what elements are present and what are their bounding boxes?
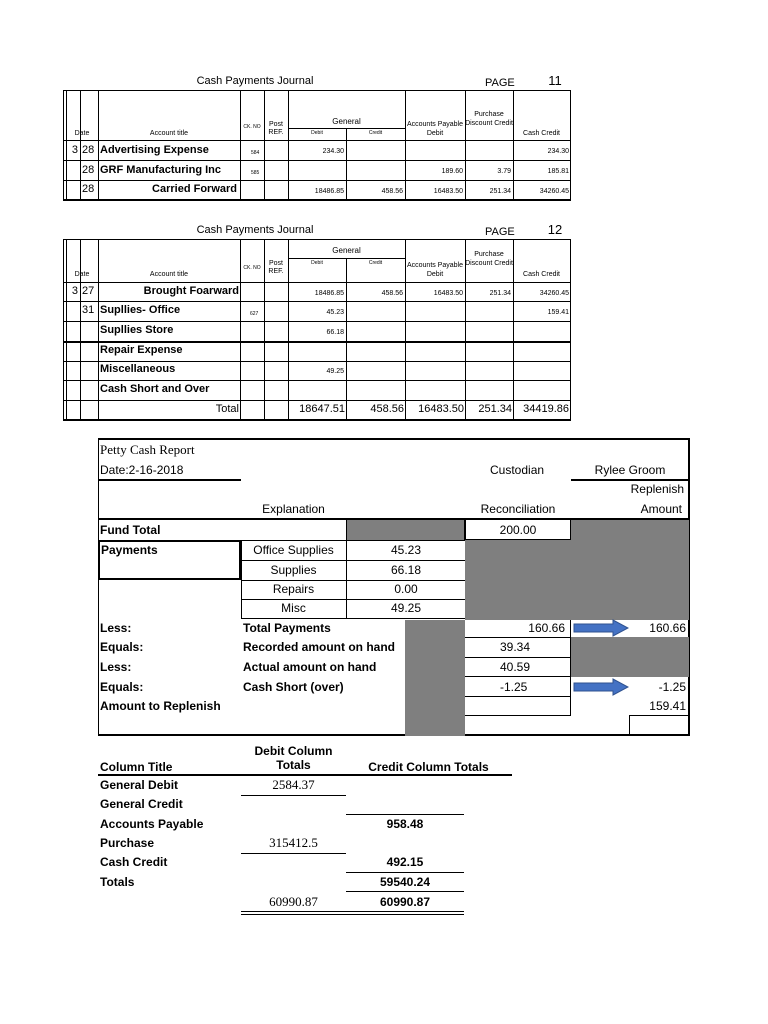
arrow-right-icon [573,619,629,637]
row-ck: 585 [251,170,260,176]
totals-debit: 60990.87 [269,894,318,909]
row-cash: 234.30 [547,148,569,155]
journal-1-header-cash: Cash Credit [523,130,560,137]
row-account: Supllies Store [100,324,174,336]
journal-2-header-general: General [332,246,361,255]
line-replenish: -1.25 [658,680,686,694]
journal-2-header-ck: CK. NO [243,265,261,271]
custodian-label: Custodian [490,463,545,477]
row-day: 28 [82,144,95,156]
journal-2-header-date: Date [74,271,90,278]
row-account: Advertising Expense [100,144,209,156]
arrow-right-icon [573,678,629,696]
journal-1-header-pd: Purchase Discount Credit [465,111,513,127]
total-credit: 458.56 [370,403,404,415]
journal-1-page-label: PAGE [485,77,515,89]
journal-1-header-date: Date [74,130,90,137]
journal-2-header-post: Post REF. [268,260,284,275]
payments-label: Payments [101,543,158,557]
totals-credit: 60990.87 [379,895,431,909]
totals-label: Cash Credit [100,855,168,869]
journal-1-header-post: Post REF. [268,121,284,136]
line-prefix: Equals: [100,680,144,694]
row-cash: 34260.45 [539,188,569,195]
row-ap: 16483.50 [433,290,463,297]
row-ck: 584 [251,150,260,156]
row-pd: 3.79 [497,168,511,175]
line-prefix: Less: [100,660,132,674]
fund-total-label: Fund Total [100,523,161,537]
row-cash: 159.41 [547,309,569,316]
journal-2-header-account: Account title [149,271,189,278]
total-debit: 18647.51 [299,403,345,415]
line-desc: Total Payments [243,621,331,635]
total-ap: 16483.50 [418,403,464,415]
row-day: 28 [82,164,95,176]
petty-date: Date:2-16-2018 [100,463,184,477]
row-account: Brought Foarward [143,285,239,297]
total-label: Total [215,403,239,415]
row-day: 28 [82,183,95,195]
custodian-name: Rylee Groom [594,463,666,477]
amount-to-replenish-label: Amount to Replenish [100,699,221,713]
total-cash: 34419.86 [523,403,569,415]
journal-1-header-credit: Credit [368,130,383,136]
credit-column-header: Credit Column Totals [368,760,489,774]
fund-total-value: 200.00 [499,523,537,537]
journal-2-page-label: PAGE [485,226,515,238]
row-credit: 458.56 [381,188,403,195]
column-title-header: Column Title [100,760,173,774]
row-debit: 45.23 [326,309,344,316]
row-debit: 49.25 [326,368,344,375]
journal-1-header-debit: Debit [311,130,323,136]
payment-label: Repairs [272,582,315,596]
line-replenish: 160.66 [649,621,686,635]
replenish-header: Replenish [630,482,684,496]
row-ap: 189.60 [441,168,463,175]
amount-to-replenish-value: 159.41 [649,699,686,713]
row-month: 3 [71,144,78,156]
reconciliation-header: Reconciliation [480,502,556,516]
journal-1-header-ap: Accounts Payable Debit [406,121,464,137]
journal-1-header-ck: CK. NO [243,124,261,130]
row-ap: 16483.50 [433,188,463,195]
petty-title: Petty Cash Report [100,442,195,457]
line-prefix: Less: [100,621,132,635]
row-cash: 34260.45 [539,290,569,297]
journal-1-page-number: 11 [548,73,562,88]
row-pd: 251.34 [489,188,511,195]
explanation-header: Explanation [262,502,325,516]
totals-label: Totals [100,875,135,889]
journal-2-page-number: 12 [547,222,563,237]
line-desc: Recorded amount on hand [243,640,396,654]
payment-value: 0.00 [394,582,418,596]
journal-1-header-account: Account title [149,130,189,137]
row-month: 3 [71,285,78,297]
journal-2-header-credit: Credit [368,260,383,266]
totals-label: General Debit [100,778,179,792]
row-debit: 18486.85 [314,290,344,297]
row-debit: 18486.85 [314,188,344,195]
total-pd: 251.34 [478,403,512,415]
totals-credit: 492.15 [386,855,424,869]
row-ck: 627 [250,311,259,317]
payment-label: Misc [281,601,306,615]
journal-2-header-ap: Accounts Payable Debit [406,262,464,278]
totals-label: Purchase [100,836,155,850]
row-debit: 66.18 [326,329,344,336]
line-desc: Actual amount on hand [243,660,377,674]
payment-value: 49.25 [390,601,422,615]
totals-debit: 2584.37 [272,777,315,792]
line-prefix: Equals: [100,640,144,654]
debit-column-header: Debit Column Totals [254,744,333,772]
row-account: Repair Expense [100,344,183,356]
journal-2-title: Cash Payments Journal [196,224,314,236]
payment-label: Supplies [270,563,317,577]
row-day: 27 [82,285,95,297]
line-recon: 160.66 [528,621,565,635]
payment-label: Office Supplies [253,543,334,557]
row-pd: 251.34 [489,290,511,297]
totals-debit: 315412.5 [269,835,318,850]
line-recon: -1.25 [500,680,528,694]
journal-2-header-debit: Debit [311,260,323,266]
journal-2-header-pd: Purchase Discount Credit [465,251,513,267]
journal-1-title: Cash Payments Journal [196,75,314,87]
row-account: Cash Short and Over [100,383,210,395]
row-cash: 185.81 [547,168,569,175]
row-account: Miscellaneous [100,363,176,375]
totals-label: Accounts Payable [100,817,204,831]
line-recon: 39.34 [500,640,531,654]
row-credit: 458.56 [381,290,403,297]
totals-credit: 59540.24 [379,875,431,889]
journal-1-header-general: General [332,117,361,126]
payment-value: 45.23 [390,543,422,557]
journal-2-header-cash: Cash Credit [523,271,560,278]
row-day: 31 [82,304,95,316]
row-account: GRF Manufacturing Inc [100,164,221,176]
amount-header: Amount [640,502,682,516]
row-account: Supllies- Office [100,304,181,316]
row-account: Carried Forward [152,183,237,195]
row-debit: 234.30 [322,148,344,155]
line-recon: 40.59 [500,660,531,674]
totals-label: General Credit [100,797,183,811]
line-desc: Cash Short (over) [243,680,344,694]
payment-value: 66.18 [390,563,422,577]
totals-credit: 958.48 [386,817,424,831]
